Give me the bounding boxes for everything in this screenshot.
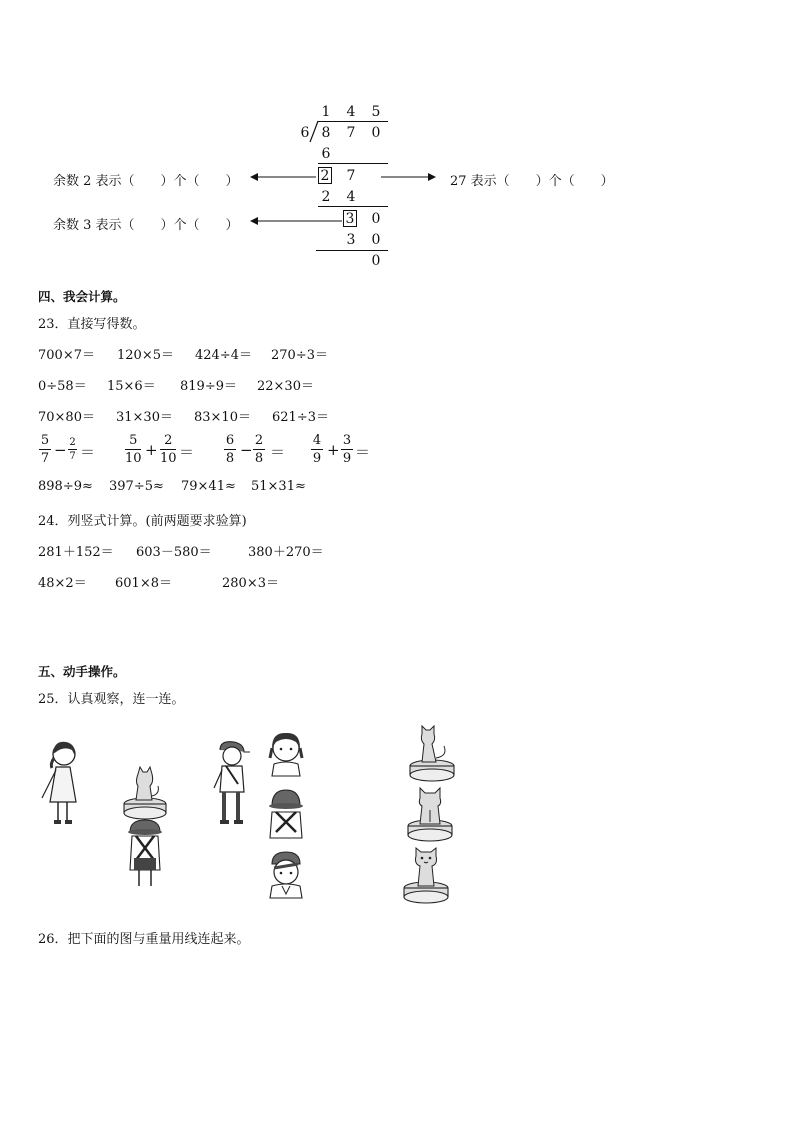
operator: + [145,441,158,459]
cat-and-child-illustration [118,764,170,894]
fraction [341,433,353,466]
step-line [318,163,388,164]
calc-item: 51×31≈ [251,479,306,494]
operator: − [54,441,67,459]
fraction [224,433,236,466]
calc-item: 79×41≈ [181,479,236,494]
numerator: 3 [342,433,352,448]
numerator: 4 [312,433,322,448]
question-24: 24．列竖式计算。(前两题要求验算) [38,514,247,529]
denominator: 10 [125,451,142,466]
calc-item: 0÷58＝ [38,379,87,394]
equals: ＝ [80,443,96,461]
calc-item: 898÷9≈ [38,479,93,494]
child-back-icon [266,788,306,840]
numerator: 5 [129,433,138,448]
calc-item: 48×2＝ [38,576,87,591]
dividend-digit: 0 [371,125,381,141]
arrow-left-icon [250,214,345,228]
calc-item: 380＋270＝ [248,545,324,560]
step-digit: 7 [346,168,356,184]
calc-item: 281＋152＝ [38,545,114,560]
step-line [318,206,388,207]
division-bar [318,121,388,122]
calc-item: 120×5＝ [117,348,174,363]
girl-illustration [36,740,86,830]
boy-side-illustration [210,740,252,826]
dividend-digit: 7 [346,125,356,141]
denominator: 9 [342,451,352,466]
calc-item: 15×6＝ [107,379,156,394]
numerator: 2 [164,433,173,448]
numerator: 5 [40,433,50,448]
step-line [316,250,388,251]
calc-item: 397÷5≈ [109,479,164,494]
calc-item: 424÷4＝ [195,348,252,363]
denominator: 8 [225,451,235,466]
girl-head-front-icon [266,730,306,778]
step-digit: 3 [346,232,356,248]
calc-item: 83×10＝ [194,410,251,425]
step-digit: 0 [371,232,381,248]
question-23: 23．直接写得数。 [38,317,146,332]
numerator: 2 [254,433,264,448]
numerator: 2 [69,437,76,448]
cat-back-stand-icon [402,786,458,844]
equals: ＝ [270,443,286,461]
calc-item: 70×80＝ [38,410,95,425]
arrow-right-icon [380,170,438,184]
quotient-digit: 1 [321,104,331,120]
calc-item: 31×30＝ [116,410,173,425]
label-remainder-3: 余数 3 表示（ ）个（ ） [53,218,239,233]
calc-item: 601×8＝ [115,576,172,591]
calc-item: 700×7＝ [38,348,95,363]
step-digit: 2 [321,189,331,205]
divisor: 6 [300,125,310,141]
section-4-title: 四、我会计算。 [38,289,126,304]
fraction [39,433,51,466]
cat-front-stand-icon [398,846,454,906]
fraction [68,437,77,462]
operator: + [327,441,340,459]
calc-item: 819÷9＝ [180,379,237,394]
fraction [253,433,265,466]
label-remainder-2: 余数 2 表示（ ）个（ ） [53,174,239,189]
calc-item: 621÷3＝ [272,410,329,425]
step-digit: 0 [371,211,381,227]
operator: − [240,441,253,459]
denominator: 10 [160,451,177,466]
calc-item: 280×3＝ [222,576,279,591]
cat-side-stand-icon [404,722,460,782]
section-5-title: 五、动手操作。 [38,664,126,679]
step-digit: 6 [321,146,331,162]
equals: ＝ [179,443,195,461]
final-remainder: 0 [371,253,381,269]
quotient-digit: 5 [371,104,381,120]
fraction [160,433,177,466]
step-digit: 4 [346,189,356,205]
boy-head-front-icon [264,850,308,900]
calc-item: 22×30＝ [257,379,314,394]
calc-item: 603－580＝ [136,545,212,560]
step-digit: 3 [345,211,355,227]
denominator: 7 [69,451,76,462]
dividend-digit: 8 [321,125,331,141]
label-27: 27 表示（ ）个（ ） [450,174,614,189]
quotient-digit: 4 [346,104,356,120]
calc-item: 270÷3＝ [271,348,328,363]
denominator: 9 [312,451,322,466]
question-25: 25．认真观察，连一连。 [38,692,185,707]
arrow-left-icon [250,170,320,184]
equals: ＝ [355,443,371,461]
denominator: 8 [254,451,264,466]
question-26: 26．把下面的图与重量用线连起来。 [38,932,250,947]
numerator: 6 [225,433,235,448]
step-digit: 2 [320,168,330,184]
denominator: 7 [40,451,50,466]
fraction [311,433,323,466]
fraction [125,433,142,466]
